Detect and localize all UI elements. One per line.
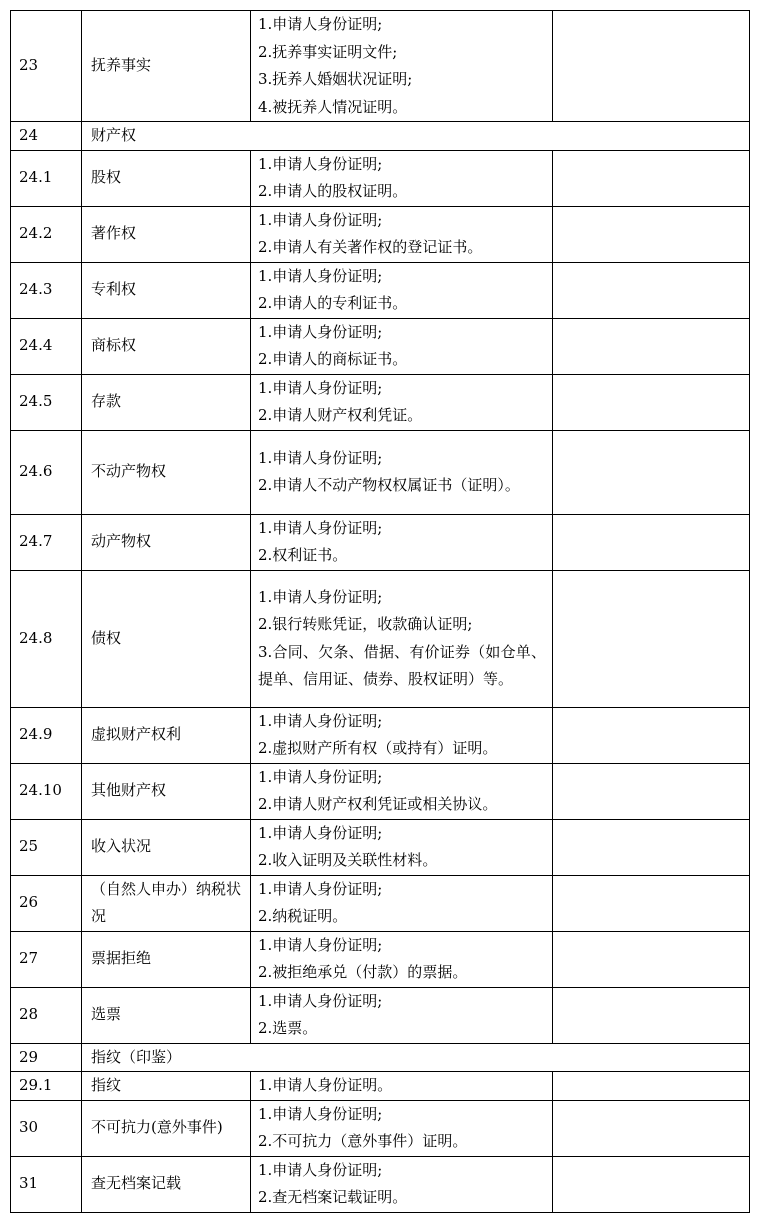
requirement-line: 2.申请人财产权利凭证或相关协议。: [258, 795, 498, 813]
remarks-cell: [553, 206, 750, 262]
item-number: 24.2: [11, 206, 82, 262]
requirement-line: 2.申请人的专利证书。: [258, 294, 408, 312]
table-row: [11, 11, 750, 122]
remarks-cell: [553, 514, 750, 570]
item-name: 不动产物权: [82, 430, 251, 514]
requirement-line: 1.申请人身份证明;: [258, 711, 383, 730]
section-row: [11, 122, 750, 151]
required-documents: [251, 1100, 553, 1156]
table-body: [11, 11, 750, 1213]
required-documents: [251, 1072, 553, 1101]
remarks-cell: [553, 1156, 750, 1212]
item-number: 24.10: [11, 763, 82, 819]
required-documents: [251, 262, 553, 318]
remarks-cell: [553, 875, 750, 931]
item-name: 抚养事实: [82, 11, 251, 122]
item-name: 指纹: [82, 1072, 251, 1101]
required-documents: [251, 987, 553, 1043]
table-row: [11, 931, 750, 987]
requirement-line: 1.申请人身份证明;: [258, 15, 383, 33]
section-row: [11, 1043, 750, 1072]
remarks-cell: [553, 707, 750, 763]
requirement-line: 1.申请人身份证明;: [258, 210, 383, 229]
item-number: 31: [11, 1156, 82, 1212]
required-documents: [251, 150, 553, 206]
remarks-cell: [553, 931, 750, 987]
remarks-cell: [553, 763, 750, 819]
requirement-line: 1.申请人身份证明;: [258, 266, 383, 285]
item-name: 选票: [82, 987, 251, 1043]
remarks-cell: [553, 819, 750, 875]
required-documents: [251, 707, 553, 763]
requirement-line: 2.被拒绝承兑（付款）的票据。: [258, 963, 468, 981]
table-row: [11, 1100, 750, 1156]
table-row: [11, 707, 750, 763]
requirement-line: 4.被抚养人情况证明。: [258, 97, 408, 116]
remarks-cell: [553, 374, 750, 430]
remarks-cell: [553, 262, 750, 318]
requirement-line: 1.申请人身份证明;: [258, 935, 383, 954]
item-number: 27: [11, 931, 82, 987]
required-documents: [251, 819, 553, 875]
item-number: 24.4: [11, 318, 82, 374]
item-number: 26: [11, 875, 82, 931]
table-row: [11, 206, 750, 262]
requirement-line: 1.申请人身份证明;: [258, 1160, 383, 1179]
table-row: [11, 1156, 750, 1212]
section-title: 财产权: [82, 122, 750, 151]
requirement-line: 2.不可抗力（意外事件）证明。: [258, 1132, 468, 1150]
item-name: 专利权: [82, 262, 251, 318]
item-number: 24.7: [11, 514, 82, 570]
item-name: 著作权: [82, 206, 251, 262]
required-documents: [251, 931, 553, 987]
item-name: 票据拒绝: [82, 931, 251, 987]
requirement-line: 1.申请人身份证明;: [258, 378, 383, 397]
item-name: 虚拟财产权利: [82, 707, 251, 763]
requirement-line: 2.申请人不动产物权权属证书（证明）。: [258, 476, 520, 494]
item-name: （自然人申办）纳税状况: [82, 875, 251, 931]
requirement-line: 2.申请人有关著作权的登记证书。: [258, 238, 483, 256]
remarks-cell: [553, 150, 750, 206]
remarks-cell: [553, 570, 750, 707]
item-name: 查无档案记载: [82, 1156, 251, 1212]
item-name: 商标权: [82, 318, 251, 374]
requirement-line: 2.银行转账凭证，收款确认证明;: [258, 615, 473, 633]
requirement-line: 1.申请人身份证明;: [258, 518, 383, 537]
requirement-line: 2.抚养事实证明文件;: [258, 42, 398, 61]
remarks-cell: [553, 1072, 750, 1101]
requirement-line: 3.抚养人婚姻状况证明;: [258, 70, 413, 88]
table-row: [11, 318, 750, 374]
table-row: [11, 150, 750, 206]
item-number: 28: [11, 987, 82, 1043]
requirement-line: 2.收入证明及关联性材料。: [258, 851, 438, 869]
requirement-line: 2.纳税证明。: [258, 907, 348, 925]
requirement-line: 2.申请人的商标证书。: [258, 350, 408, 368]
item-name: 动产物权: [82, 514, 251, 570]
item-number: 30: [11, 1100, 82, 1156]
item-name: 其他财产权: [82, 763, 251, 819]
table-row: [11, 430, 750, 514]
requirement-line: 2.申请人的股权证明。: [258, 182, 408, 200]
required-documents: [251, 206, 553, 262]
remarks-cell: [553, 987, 750, 1043]
item-name: 存款: [82, 374, 251, 430]
requirement-line: 2.查无档案记载证明。: [258, 1188, 408, 1206]
table-row: [11, 1072, 750, 1101]
table-row: [11, 763, 750, 819]
requirement-line: 1.申请人身份证明;: [258, 823, 383, 842]
required-documents: [251, 430, 553, 514]
item-number: 25: [11, 819, 82, 875]
requirements-table: [10, 10, 750, 1213]
requirement-line: 2.申请人财产权利凭证。: [258, 406, 423, 424]
remarks-cell: [553, 1100, 750, 1156]
requirement-line: 2.虚拟财产所有权（或持有）证明。: [258, 739, 498, 757]
item-number: 29: [11, 1043, 82, 1072]
item-name: 收入状况: [82, 819, 251, 875]
table-row: [11, 514, 750, 570]
table-row: [11, 819, 750, 875]
required-documents: [251, 11, 553, 122]
item-number: 24.1: [11, 150, 82, 206]
item-name: 不可抗力(意外事件): [82, 1100, 251, 1156]
item-number: 24: [11, 122, 82, 151]
item-name: 债权: [82, 570, 251, 707]
required-documents: [251, 1156, 553, 1212]
table-row: [11, 875, 750, 931]
table-row: [11, 987, 750, 1043]
requirement-line: 1.申请人身份证明;: [258, 767, 383, 786]
remarks-cell: [553, 318, 750, 374]
item-number: 24.3: [11, 262, 82, 318]
item-number: 23: [11, 11, 82, 122]
table-row: [11, 262, 750, 318]
requirement-line: 1.申请人身份证明;: [258, 448, 383, 467]
table-row: [11, 570, 750, 707]
item-number: 24.8: [11, 570, 82, 707]
item-number: 24.5: [11, 374, 82, 430]
remarks-cell: [553, 430, 750, 514]
requirement-line: 1.申请人身份证明。: [258, 1076, 393, 1094]
required-documents: [251, 570, 553, 707]
required-documents: [251, 514, 553, 570]
required-documents: [251, 763, 553, 819]
item-number: 29.1: [11, 1072, 82, 1101]
remarks-cell: [553, 11, 750, 122]
item-number: 24.6: [11, 430, 82, 514]
requirement-line: 1.申请人身份证明;: [258, 322, 383, 341]
requirement-line: 1.申请人身份证明;: [258, 1104, 383, 1123]
section-title: 指纹（印鉴）: [82, 1043, 750, 1072]
requirement-line: 2.权利证书。: [258, 546, 348, 564]
requirement-line: 1.申请人身份证明;: [258, 154, 383, 173]
item-name: 股权: [82, 150, 251, 206]
requirement-line: 1.申请人身份证明;: [258, 879, 383, 898]
requirement-line: 1.申请人身份证明;: [258, 991, 383, 1010]
requirement-line: 2.选票。: [258, 1019, 318, 1037]
requirement-line: 1.申请人身份证明;: [258, 587, 383, 606]
item-number: 24.9: [11, 707, 82, 763]
required-documents: [251, 374, 553, 430]
table-row: [11, 374, 750, 430]
required-documents: [251, 318, 553, 374]
requirement-line: 3.合同、欠条、借据、有价证券（如仓单、提单、信用证、债券、股权证明）等。: [258, 642, 546, 688]
required-documents: [251, 875, 553, 931]
